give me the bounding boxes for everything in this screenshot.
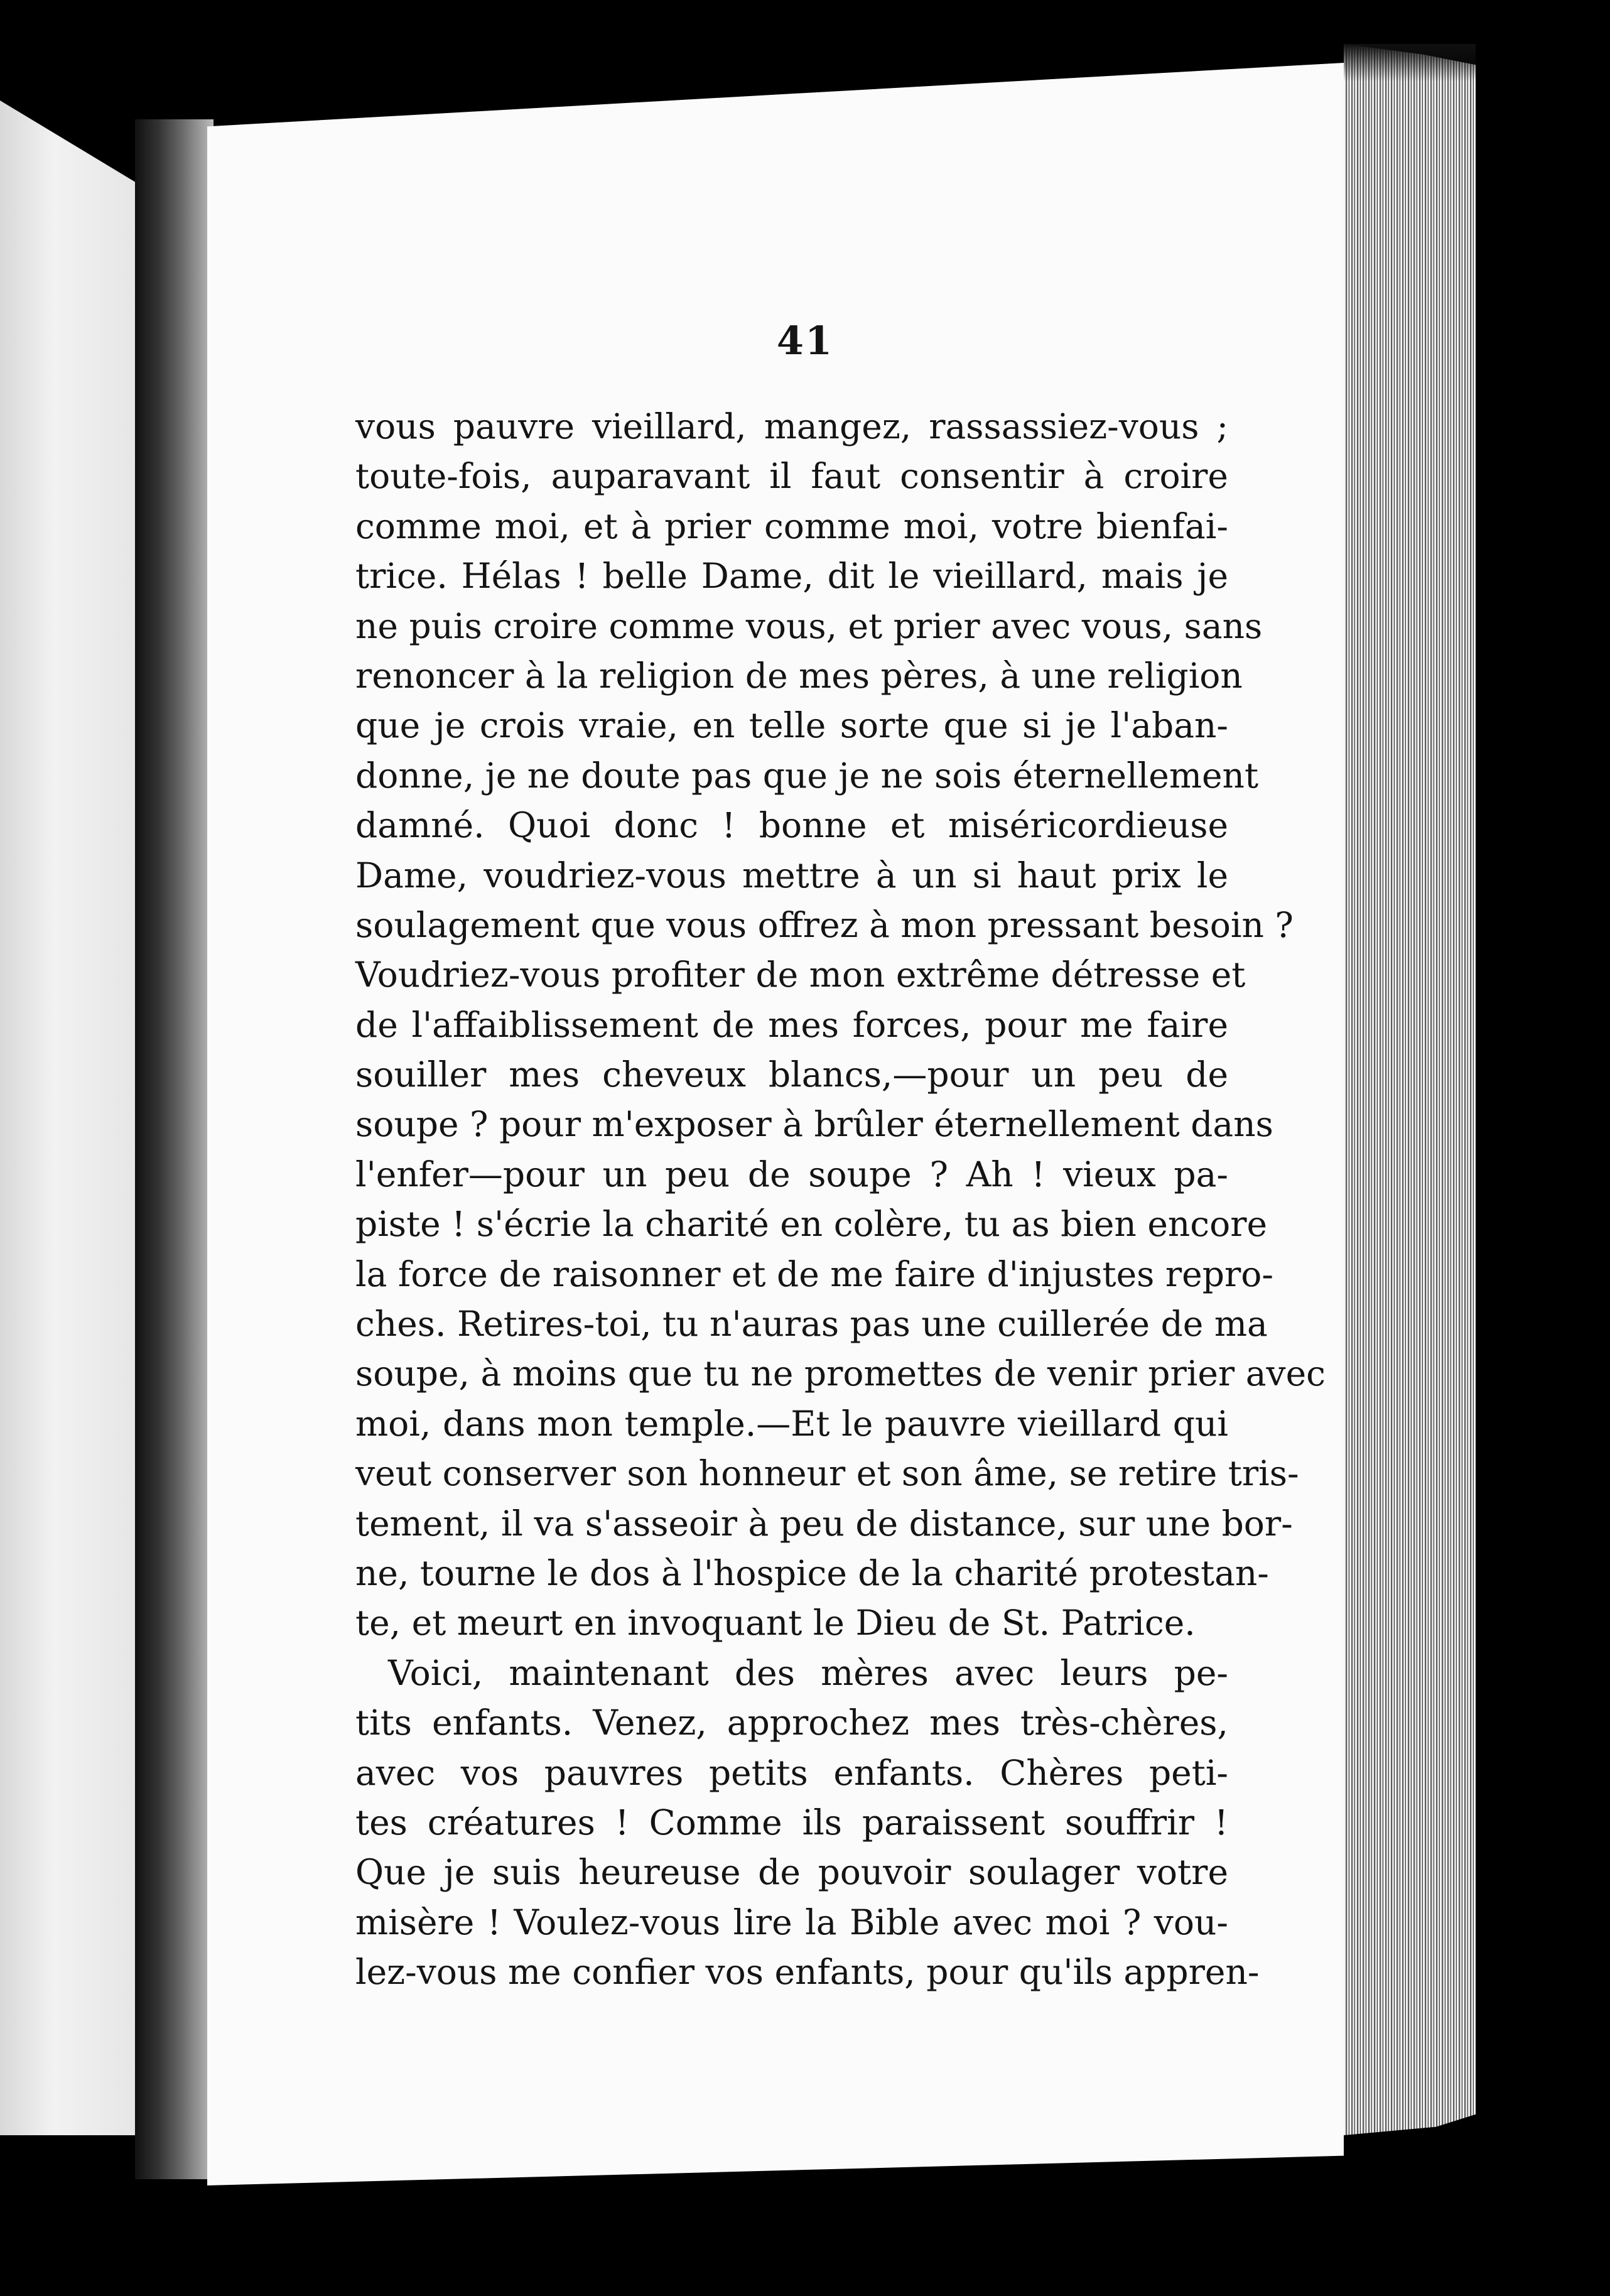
text-line: ne puis croire comme vous, et prier avec vous, sans xyxy=(355,605,1263,646)
text-line: te, et meurt en invoquant le Dieu de St. Patrice. xyxy=(355,1603,1196,1643)
book-page-edges-shadow xyxy=(1344,44,1476,82)
text-line: Voudriez-vous profiter de mon extrême détresse et xyxy=(355,955,1246,995)
text-line: Que je suis heureuse de pouvoir soulager votre xyxy=(355,1852,1228,1893)
text-line: piste ! s'écrie la charité en colère, tu as bien encore xyxy=(355,1204,1268,1245)
text-line: soulagement que vous offrez à mon pressant besoin ? xyxy=(355,904,1294,945)
text-line: la force de raisonner et de me faire d'injustes repro- xyxy=(355,1254,1273,1294)
text-line: Dame, voudriez-vous mettre à un si haut prix le xyxy=(355,855,1228,896)
text-line: ches. Retires-toi, tu n'auras pas une cuillerée de ma xyxy=(355,1304,1268,1345)
text-line: renoncer à la religion de mes pères, à une religion xyxy=(355,655,1243,696)
text-line: Voici, maintenant des mères avec leurs pe- xyxy=(388,1652,1228,1693)
text-line: soupe ? pour m'exposer à brûler éternellement dans xyxy=(355,1104,1273,1145)
page-number: 41 xyxy=(776,318,834,364)
text-line: tits enfants. Venez, approchez mes très-chères, xyxy=(355,1703,1228,1743)
text-line: donne, je ne doute pas que je ne sois éternellement xyxy=(355,755,1259,796)
text-line: tes créatures ! Comme ils paraissent souffrir ! xyxy=(355,1802,1228,1843)
text-line: ne, tourne le dos à l'hospice de la charité protestan- xyxy=(355,1552,1269,1593)
text-line: tement, il va s'asseoir à peu de distance, sur une bor- xyxy=(355,1503,1293,1544)
text-line: trice. Hélas ! belle Dame, dit le vieillard, mais je xyxy=(355,556,1228,597)
text-line: avec vos pauvres petits enfants. Chères peti- xyxy=(355,1752,1228,1793)
text-line: veut conserver son honneur et son âme, se retire tris- xyxy=(355,1453,1299,1494)
text-line: souiller mes cheveux blancs,—pour un peu de xyxy=(355,1054,1228,1095)
text-line: vous pauvre vieillard, mangez, rassassiez-vous ; xyxy=(355,406,1228,447)
text-line: toute-fois, auparavant il faut consentir à croire xyxy=(355,456,1228,497)
book-gutter-shadow xyxy=(135,119,213,2179)
text-line: l'enfer—pour un peu de soupe ? Ah ! vieux pa- xyxy=(355,1154,1228,1194)
text-line: damné. Quoi donc ! bonne et miséricordieuse xyxy=(355,805,1228,846)
previous-page-edge xyxy=(0,100,135,2135)
text-line: lez-vous me confier vos enfants, pour qu'ils appren- xyxy=(355,1952,1260,1993)
text-line: soupe, à moins que tu ne promettes de venir prier avec xyxy=(355,1353,1326,1394)
text-line: de l'affaiblissement de mes forces, pour me faire xyxy=(355,1004,1228,1045)
text-line: que je crois vraie, en telle sorte que si je l'aban- xyxy=(355,705,1228,746)
page-text xyxy=(355,402,1326,1998)
text-line: misère ! Voulez-vous lire la Bible avec moi ? vou- xyxy=(355,1902,1228,1942)
text-line: moi, dans mon temple.—Et le pauvre vieillard qui xyxy=(355,1403,1228,1444)
text-line: comme moi, et à prier comme moi, votre bienfai- xyxy=(355,506,1228,546)
